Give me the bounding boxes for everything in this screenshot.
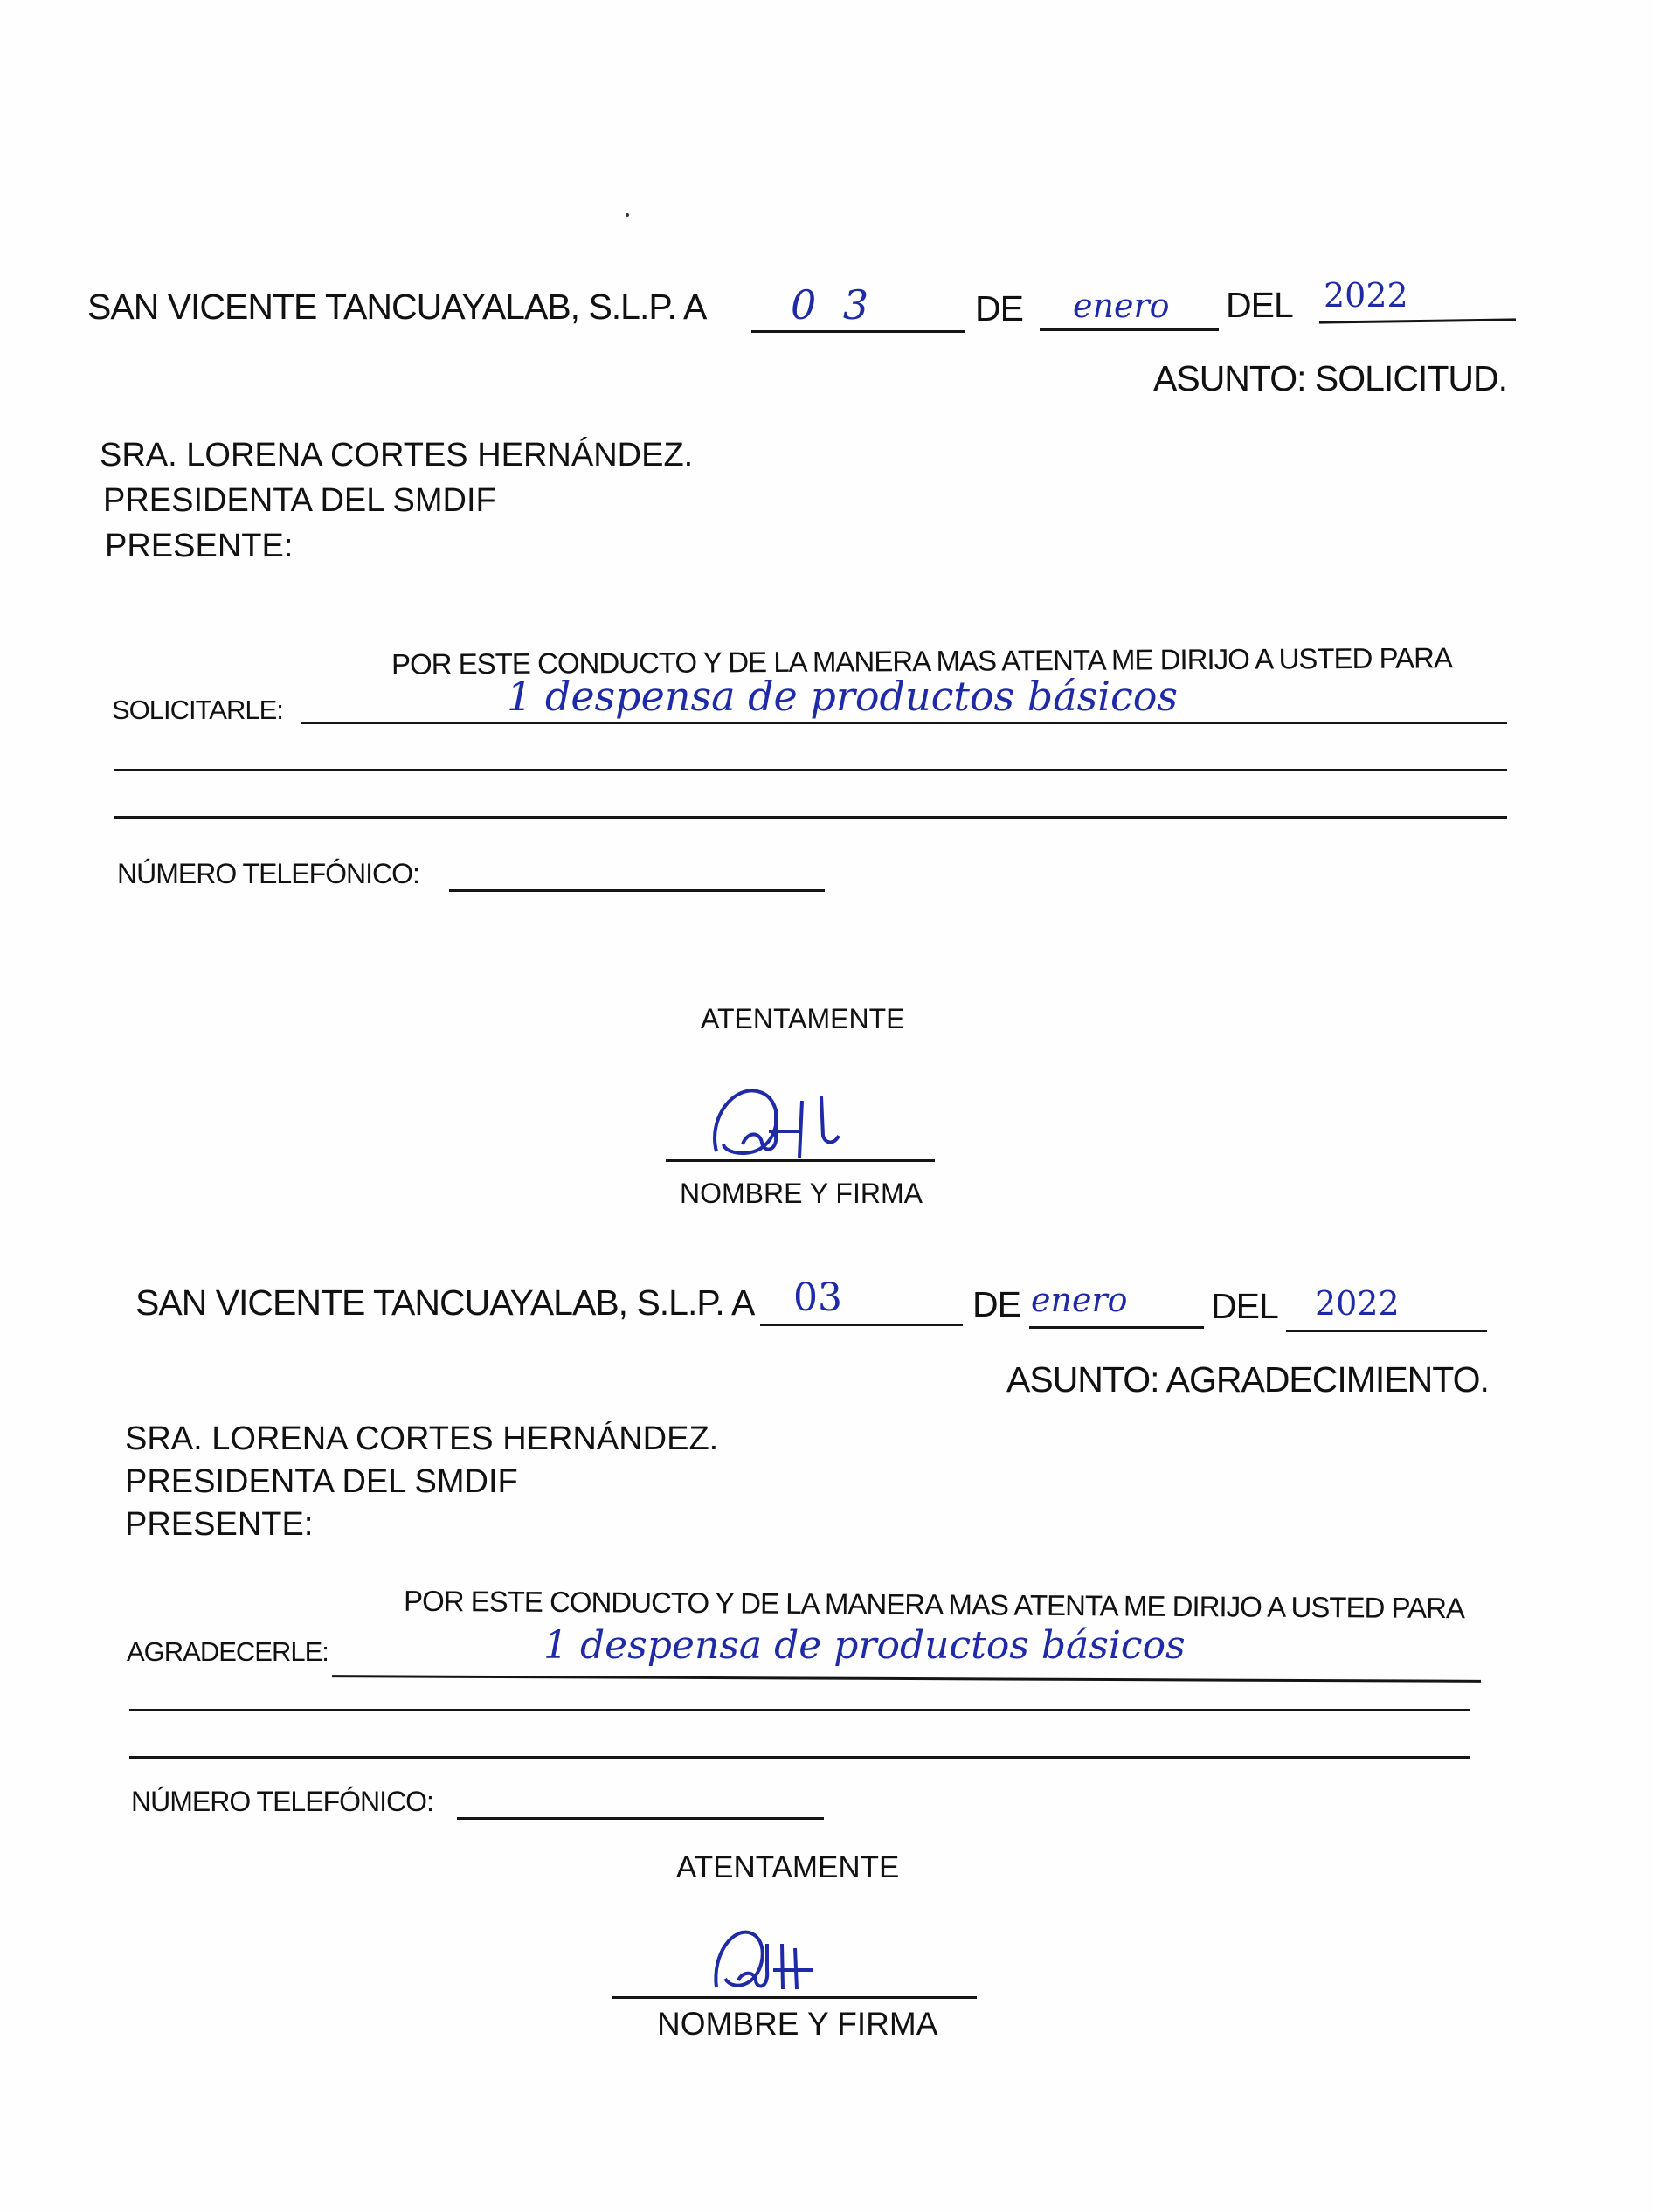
month-field-line <box>1040 328 1219 331</box>
request-line-2 <box>114 769 1507 771</box>
year-field-value[interactable]: 2022 <box>1324 276 1408 315</box>
recipient-title: PRESIDENTA DEL SMDIF <box>125 1463 518 1500</box>
request-line-3 <box>114 816 1507 819</box>
place-label: SAN VICENTE TANCUAYALAB, S.L.P. A <box>87 287 707 327</box>
closing-text: ATENTAMENTE <box>701 1003 905 1034</box>
del-label: DEL <box>1226 285 1293 325</box>
intro-text: POR ESTE CONDUCTO Y DE LA MANERA MAS ATENTA ME DIRIJO A USTED PARA <box>403 1584 1465 1625</box>
phone-label: NÚMERO TELEFÓNICO: <box>117 858 419 889</box>
asunto-label: ASUNTO: SOLICITUD. <box>1153 358 1507 398</box>
day-field-value[interactable]: 0 3 <box>791 281 876 328</box>
request-line-1 <box>332 1675 1481 1683</box>
request-line-1 <box>301 722 1507 724</box>
recipient-title: PRESIDENTA DEL SMDIF <box>103 482 496 519</box>
de-label: DE <box>975 288 1023 328</box>
intro-text: POR ESTE CONDUCTO Y DE LA MANERA MAS ATENTA ME DIRIJO A USTED PARA <box>391 641 1453 681</box>
phone-field-line <box>457 1817 824 1820</box>
recipient-name: SRA. LORENA CORTES HERNÁNDEZ. <box>100 437 694 474</box>
signature-line <box>612 1996 977 1999</box>
phone-label: NÚMERO TELEFÓNICO: <box>131 1786 433 1817</box>
day-field-value[interactable]: 03 <box>793 1275 842 1320</box>
request-line-2 <box>129 1709 1470 1711</box>
recipient-presente: PRESENTE: <box>105 528 294 564</box>
signature-label: NOMBRE Y FIRMA <box>657 2006 938 2042</box>
signature-label: NOMBRE Y FIRMA <box>680 1178 923 1209</box>
place-label: SAN VICENTE TANCUAYALAB, S.L.P. A <box>135 1282 755 1323</box>
del-label: DEL <box>1211 1286 1278 1326</box>
request-field-value[interactable]: 1 despensa de productos básicos <box>543 1623 1186 1668</box>
request-label: SOLICITARLE: <box>112 695 283 725</box>
day-field-line <box>760 1324 963 1326</box>
closing-text: ATENTAMENTE <box>676 1850 900 1884</box>
signature-line <box>666 1159 935 1162</box>
phone-field-line <box>449 889 825 892</box>
request-line-3 <box>129 1756 1470 1759</box>
asunto-label: ASUNTO: AGRADECIMIENTO. <box>1006 1359 1489 1400</box>
de-label: DE <box>972 1284 1020 1324</box>
month-field-line <box>1029 1326 1204 1329</box>
scan-speck <box>626 213 629 217</box>
signature-icon <box>699 1083 856 1171</box>
recipient-presente: PRESENTE: <box>125 1506 314 1543</box>
request-label: AGRADECERLE: <box>127 1636 329 1667</box>
signature-icon <box>708 1926 821 1996</box>
month-field-value[interactable]: enero <box>1073 287 1170 325</box>
year-field-value[interactable]: 2022 <box>1315 1284 1400 1323</box>
request-field-value[interactable]: 1 despensa de productos básicos <box>507 673 1179 720</box>
month-field-value[interactable]: enero <box>1031 1281 1128 1319</box>
year-field-line <box>1319 318 1516 323</box>
day-field-line <box>751 330 965 333</box>
recipient-name: SRA. LORENA CORTES HERNÁNDEZ. <box>125 1421 719 1457</box>
year-field-line <box>1286 1330 1487 1332</box>
